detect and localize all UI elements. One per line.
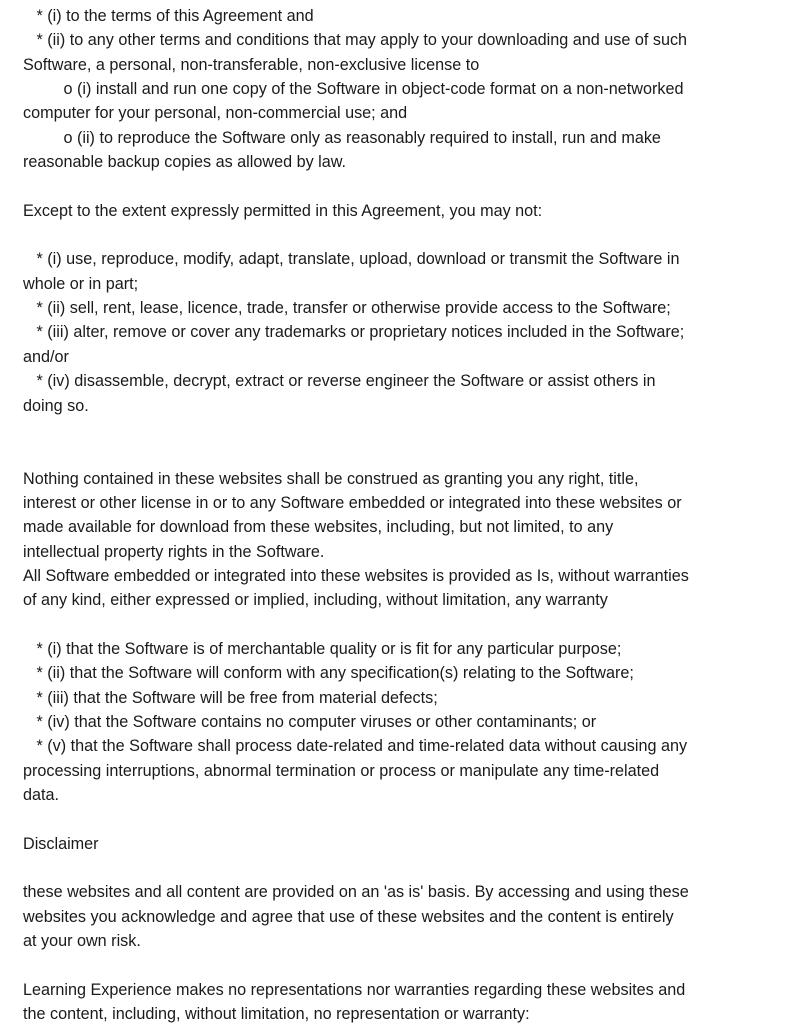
text-line: o (ii) to reproduce the Software only as reasonably required to install, run and make [23, 128, 661, 147]
text-line: * (iv) that the Software contains no computer viruses or other contaminants; or [23, 712, 597, 731]
text-line: of any kind, either expressed or implied, including, without limitation, any warranty [23, 591, 608, 610]
text-line: * (iv) disassemble, decrypt, extract or reverse engineer the Software or assist others in [23, 372, 656, 391]
text-line: at your own risk. [23, 932, 141, 951]
blank-line [23, 174, 775, 198]
text-line: * (ii) to any other terms and conditions that may apply to your downloading and use of such [23, 31, 688, 50]
document-page [23, 4, 775, 1026]
text-line: * (ii) sell, rent, lease, licence, trade, transfer or otherwise provide access to the Software; [23, 299, 671, 318]
text-line: intellectual property rights in the Software. [23, 542, 325, 561]
text-line: interest or other license in or to any Software embedded or integrated into these websites or [23, 493, 682, 512]
blank-line [23, 856, 775, 880]
blank-line [23, 418, 775, 442]
blank-line [23, 807, 775, 831]
text-line: Except to the extent expressly permitted in this Agreement, you may not: [23, 201, 543, 220]
text-line: the content, including, without limitation, no representation or warranty: [23, 1005, 530, 1024]
blank-line [23, 953, 775, 977]
text-line: * (i) that the Software is of merchantable quality or is fit for any particular purpose; [23, 639, 622, 658]
text-line: * (iii) alter, remove or cover any trademarks or proprietary notices included in the Software; [23, 323, 685, 342]
text-line: * (v) that the Software shall process date-related and time-related data without causing any [23, 737, 688, 756]
text-line: * (ii) that the Software will conform with any specification(s) relating to the Software; [23, 664, 634, 683]
text-line: made available for download from these websites, including, but not limited, to any [23, 518, 614, 537]
text-line: data. [23, 786, 60, 804]
text-line: and/or [23, 347, 69, 366]
text-line: computer for your personal, non-commercial use; and [23, 104, 408, 123]
blank-line [23, 442, 775, 466]
text-line: whole or in part; [23, 274, 139, 293]
text-line: Disclaimer [23, 834, 99, 853]
text-line: doing so. [23, 396, 89, 415]
text-line: * (i) use, reproduce, modify, adapt, translate, upload, download or transmit the Software in [23, 250, 680, 269]
text-line: reasonable backup copies as allowed by law. [23, 153, 347, 172]
blank-line [23, 223, 775, 247]
text-line: Nothing contained in these websites shall be construed as granting you any right, title, [23, 469, 639, 488]
text-line: * (i) to the terms of this Agreement and [23, 7, 314, 25]
text-line: Software, a personal, non-transferable, non-exclusive license to [23, 55, 480, 74]
text-line: o (i) install and run one copy of the Software in object-code format on a non-networked [23, 80, 684, 99]
text-line: processing interruptions, abnormal termination or process or manipulate any time-related [23, 761, 660, 780]
text-line: Learning Experience makes no representations nor warranties regarding these websites and [23, 980, 686, 999]
text-line: websites you acknowledge and agree that use of these websites and the content is entirely [23, 907, 674, 926]
blank-line [23, 613, 775, 637]
text-line: these websites and all content are provided on an 'as is' basis. By accessing and using these [23, 883, 689, 902]
text-line: * (iii) that the Software will be free from material defects; [23, 688, 438, 707]
text-line: All Software embedded or integrated into these websites is provided as Is, without warranties [23, 566, 689, 585]
